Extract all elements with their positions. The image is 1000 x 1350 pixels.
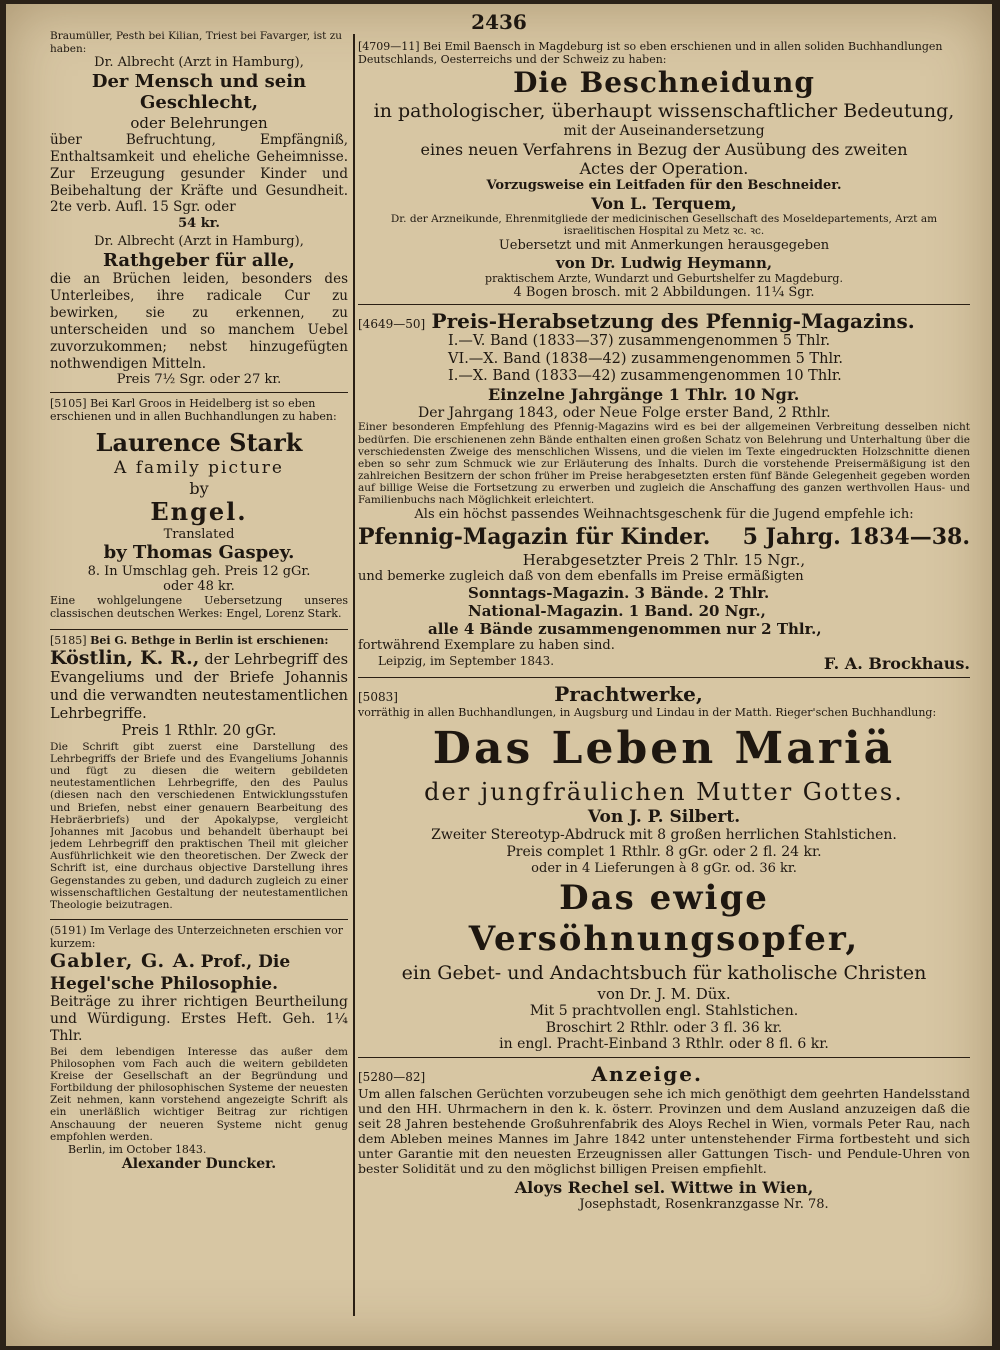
column-divider bbox=[353, 34, 355, 1316]
ad-code: (5191) bbox=[50, 924, 87, 938]
ad-signature: Aloys Rechel sel. Wittwe in Wien, bbox=[514, 1178, 814, 1198]
ad-body: Eine wohlgelungene Uebersetzung unseres classischen deutschen Werkes: Engel, Lorenz Stark. bbox=[50, 593, 348, 620]
ad-title: Anzeige. bbox=[591, 1062, 703, 1087]
price-row: Der Jahrgang 1843, oder Neue Folge erster Band, 2 Rthlr. bbox=[418, 404, 831, 421]
ad-line: Uebersetzt und mit Anmerkungen herausgegeben bbox=[498, 237, 830, 253]
ad-price: Preis 1 Rthlr. 20 gGr. bbox=[121, 723, 277, 740]
ad-title: der Lehrbegriff des Evangeliums und der Briefe Johannis und die verwandten neutestamentlichen Lehrbegriffe. bbox=[50, 652, 348, 722]
ad-author: Köstlin, K. R., bbox=[50, 647, 200, 670]
ad-price: 54 kr. bbox=[178, 216, 220, 232]
ad-price: Herabgesetzter Preis 2 Thlr. 15 Ngr., bbox=[522, 550, 806, 569]
ad-beschneidung bbox=[358, 40, 970, 300]
ad-header: Bei G. Bethge in Berlin ist erschienen: bbox=[90, 633, 329, 647]
divider bbox=[50, 919, 348, 920]
divider bbox=[358, 304, 970, 305]
price-row: I.—V. Band (1833—37) zusammengenommen 5 Thlr. bbox=[448, 333, 831, 350]
ad-pfennig-magazin bbox=[358, 309, 970, 673]
divider bbox=[358, 1057, 970, 1058]
ad-line: praktischem Arzte, Wundarzt und Geburtshelfer zu Magdeburg. bbox=[485, 271, 843, 285]
ad-price: 4 Bogen brosch. mit 2 Abbildungen. 11¼ Sgr. bbox=[513, 284, 815, 300]
ad-code: [4649—50] bbox=[358, 317, 426, 332]
ad-code: [5280—82] bbox=[358, 1070, 426, 1085]
ad-author: Gabler, G. A. bbox=[50, 950, 197, 973]
ad-header: Bei Emil Baensch in Magdeburg ist so eben erschienen und in allen soliden Buchhandlungen Deutschlands, Oesterreichs und der Schweiz zu haben: bbox=[358, 40, 943, 67]
price-row: Sonntags-Magazin. 3 Bände. 2 Thlr. bbox=[468, 584, 770, 603]
price-row: VI.—X. Band (1838—42) zusammengenommen 5 Thlr. bbox=[448, 350, 844, 367]
ad-gabler bbox=[50, 924, 348, 1173]
ad-price: Broschirt 2 Rthlr. oder 3 fl. 36 kr. bbox=[545, 1019, 783, 1036]
right-column bbox=[358, 30, 970, 1330]
ad-subtitle: der jungfräulichen Mutter Gottes. bbox=[424, 777, 904, 806]
ad-price: Preis complet 1 Rthlr. 8 gGr. oder 2 fl. 24 kr. bbox=[506, 843, 822, 860]
ad-koestlin bbox=[50, 634, 348, 911]
ad-author: Dr. Albrecht (Arzt in Hamburg), bbox=[94, 55, 304, 71]
ad-years: 5 Jahrg. 1834—38. bbox=[742, 524, 970, 551]
ad-body: die an Brüchen leiden, besonders des Unterleibes, ihre radicale Cur zu bewirken, sie zu erkennen, zu unterscheiden und so manchem Uebel zuvorzukommen; nebst hinzugefügten nothwendigen Mitteln. bbox=[50, 271, 348, 372]
ad-code: [5185] bbox=[50, 633, 87, 647]
ad-price: oder 48 kr. bbox=[163, 579, 235, 595]
ad-price: in engl. Pracht-Einband 3 Rthlr. oder 8 fl. 6 kr. bbox=[499, 1036, 829, 1053]
ad-author: Engel. bbox=[150, 496, 248, 526]
divider bbox=[50, 392, 348, 393]
left-column bbox=[50, 30, 348, 1330]
ad-signature: Alexander Duncker. bbox=[121, 1156, 277, 1173]
ad-author: von Dr. J. M. Düx. bbox=[597, 984, 731, 1003]
ad-title: Pfennig-Magazin für Kinder. bbox=[358, 524, 711, 551]
ad-title: Der Mensch und sein Geschlecht, bbox=[91, 70, 307, 114]
ad-subtitle: by bbox=[189, 478, 209, 498]
divider bbox=[358, 677, 970, 678]
ad-title: Prachtwerke, bbox=[554, 682, 703, 706]
divider bbox=[50, 629, 348, 630]
ad-code: [5105] bbox=[50, 396, 87, 410]
ad-body: Die Schrift gibt zuerst eine Darstellung des Lehrbegriffs der Briefe und des Evangeliums Johannis und fügt zu diesen die weitern gebildeten neutestamentlichen Lehrbegriffe, den des Paulus (diesen nach den verschiedenen Entwicklungsstufen und Briefen, nebst einer genauern Bearbeitung des Hebräerbriefs) und der Apokalypse, vergleicht Johannes mit Jacobus und behandelt überhaupt bei jedem Lehrbegriff den praktischen Theil mit gleicher Ausführlichkeit wie den theoretischen. Der Zweck der Schrift ist, eine durchaus objective Darstellung ihres Gegenstandes zu geben, und dadurch zugleich zu einer wissenschaftlichen Gestaltung der neutestamentlichen Theologie beizutragen. bbox=[50, 740, 348, 911]
ad-signature: F. A. Brockhaus. bbox=[823, 653, 970, 673]
ad-title: Prof., Die Hegel'sche Philosophie. bbox=[50, 952, 291, 994]
ad-line: Vorzugsweise ein Leitfaden für den Beschneider. bbox=[486, 177, 842, 193]
ad-body: Bei dem lebendigen Interesse das außer dem Philosophen vom Fach auch die weitern gebildeten Kreise der Gesellschaft an der Begründung und Fortbildung der philosophischen Systeme der neuesten Zeit nehmen, kann vorstehend angezeigte Schrift als ein unerläßlich wichtiger Beitrag zur richtigen Anschauung der neueren Systeme nicht genug empfohlen werden. bbox=[50, 1045, 348, 1143]
ad-body: Einer besonderen Empfehlung des Pfennig-Magazins wird es bei der allgemeinen Verbreitung desselben nicht bedürfen. Die erschienenen zehn Bände enthalten einen großen Schatz von Belehrung und Unterhaltung über die verschiedensten Zweige des menschlichen Wissens, und die vielen im Texte eingedruckten Holzschnitte dienen eben so sehr zum Schmuck wie zur Erläuterung des Inhalts. Durch die vorstehende Preisermäßigung ist den zahlreichen Besitzern der schon früher im Preise herabgesetzten ersten fünf Bände Gelegenheit gegeben worden auf billige Weise die Fortsetzung zu erwerben und zugleich die Anschaffung des ganzen werthvollen Haus- und Familienbuchs nach Möglichkeit erleichtert. bbox=[358, 421, 970, 507]
ad-line: Mit 5 prachtvollen engl. Stahlstichen. bbox=[529, 1002, 799, 1019]
ad-address: Josephstadt, Rosenkranzgasse Nr. 78. bbox=[579, 1197, 829, 1213]
page-number: 2436 bbox=[471, 10, 527, 34]
ad-body: Um allen falschen Gerüchten vorzubeugen sehe ich mich genöthigt dem geehrten Handelsstand und den HH. Uhrmachern in den k. k. österr. Provinzen und dem Ausland anzuzeigen daß die seit 28 Jahren bestehende Großuhrenfabrik des Aloys Rechel in Wien, vormals Peter Rau, nach dem Ableben meines Mannes im Jahre 1842 unter untenstehender Firma fortbesteht und sich unter Garantie mit den neuesten Erzeugnissen aller Gattungen Tisch- und Pendule-Uhren von bester Solidität und zu den möglichst billigen Preisen empfiehlt. bbox=[358, 1086, 970, 1177]
ad-line: Zweiter Stereotyp-Abdruck mit 8 großen herrlichen Stahlstichen. bbox=[431, 827, 897, 844]
ad-line: eines neuen Verfahrens in Bezug der Ausübung des zweiten bbox=[420, 139, 908, 159]
ad-line: Dr. der Arzneikunde, Ehrenmitgliede der medicinischen Gesellschaft des Moseldepartements, Arzt am israelitischen Hospital zu Metz ꝛc. ꝛc. bbox=[390, 212, 938, 238]
ad-title: Laurence Stark bbox=[95, 428, 303, 458]
ad-subtitle: Beiträge zu ihrer richtigen Beurtheilung und Würdigung. Erstes Heft. Geh. 1¼ Thlr. bbox=[50, 994, 348, 1045]
ad-date: Berlin, im October 1843. bbox=[68, 1142, 207, 1156]
ad-anzeige bbox=[358, 1062, 970, 1213]
price-row: National-Magazin. 1 Band. 20 Ngr., bbox=[468, 602, 766, 621]
ad-code: [5083] bbox=[358, 690, 398, 704]
ad-translator: by Thomas Gaspey. bbox=[103, 542, 295, 564]
ad-big-title: Das Leben Mariä bbox=[432, 723, 896, 775]
ad-prachtwerke bbox=[358, 682, 970, 1053]
ad-line: mit der Auseinandersetzung bbox=[563, 122, 765, 139]
ad-author: Von L. Terquem, bbox=[591, 193, 737, 213]
ad-translated: Translated bbox=[163, 526, 235, 542]
ad-title: Die Beschneidung bbox=[513, 66, 815, 100]
ad-date: Leipzig, im September 1843. bbox=[378, 653, 555, 668]
price-row: I.—X. Band (1833—42) zusammengenommen 10 Thlr. bbox=[448, 368, 842, 385]
ad-subtitle: A family picture bbox=[114, 458, 284, 479]
newspaper-page bbox=[6, 4, 992, 1346]
ad-title: Preis-Herabsetzung des Pfennig-Magazins. bbox=[431, 309, 915, 334]
price-row: alle 4 Bände zusammengenommen nur 2 Thlr., bbox=[428, 620, 822, 639]
ad-price: oder in 4 Lieferungen à 8 gGr. od. 36 kr. bbox=[531, 860, 797, 876]
ad-header: Bei Karl Groos in Heidelberg ist so eben erschienen und in allen Buchhandlungen zu haben: bbox=[50, 396, 337, 424]
ad-line: fortwährend Exemplare zu haben sind. bbox=[358, 638, 615, 654]
ad-code: [4709—11] bbox=[358, 40, 420, 53]
ad-editor: von Dr. Ludwig Heymann, bbox=[555, 253, 773, 272]
ad-albrecht-mensch bbox=[50, 30, 348, 388]
ad-subtitle: oder Belehrungen bbox=[130, 113, 268, 132]
spacer bbox=[358, 30, 970, 40]
ad-subtitle: ein Gebet- und Andachtsbuch für katholische Christen bbox=[401, 961, 927, 984]
ad-title: Rathgeber für alle, bbox=[103, 249, 295, 271]
ad-price: Preis 7½ Sgr. oder 27 kr. bbox=[116, 372, 282, 388]
ad-body: über Befruchtung, Empfängniß, Enthaltsamkeit und eheliche Geheimnisse. Zur Erzeugung gesunder Kinder und Beibehaltung der Kräfte und Gesundheit. 2te verb. Aufl. 15 Sgr. oder bbox=[50, 131, 348, 216]
ad-header: vorräthig in allen Buchhandlungen, in Augsburg und Lindau in der Matth. Rieger'schen Buchhandlung: bbox=[358, 706, 937, 719]
ad-line: Actes der Operation. bbox=[579, 158, 749, 178]
ad-laurence-stark bbox=[50, 397, 348, 621]
price-row: Einzelne Jahrgänge 1 Thlr. 10 Ngr. bbox=[488, 385, 800, 405]
ad-big-title: Das ewige Versöhnungsopfer, bbox=[468, 878, 860, 960]
ad-line: in pathologischer, überhaupt wissenschaftlicher Bedeutung, bbox=[373, 99, 955, 122]
ad-header: Braumüller, Pesth bei Kilian, Triest bei Favarger, ist zu haben: bbox=[50, 30, 343, 55]
ad-author: Von J. P. Silbert. bbox=[587, 806, 741, 827]
ad-header: Im Verlage des Unterzeichneten erschien vor kurzem: bbox=[50, 924, 343, 951]
ad-line: und bemerke zugleich daß von dem ebenfalls im Preise ermäßigten bbox=[358, 568, 804, 584]
ad-line: Als ein höchst passendes Weihnachtsgeschenk für die Jugend empfehle ich: bbox=[414, 506, 914, 522]
ad-author: Dr. Albrecht (Arzt in Hamburg), bbox=[94, 233, 304, 249]
ad-price: 8. In Umschlag geh. Preis 12 gGr. bbox=[87, 563, 311, 579]
